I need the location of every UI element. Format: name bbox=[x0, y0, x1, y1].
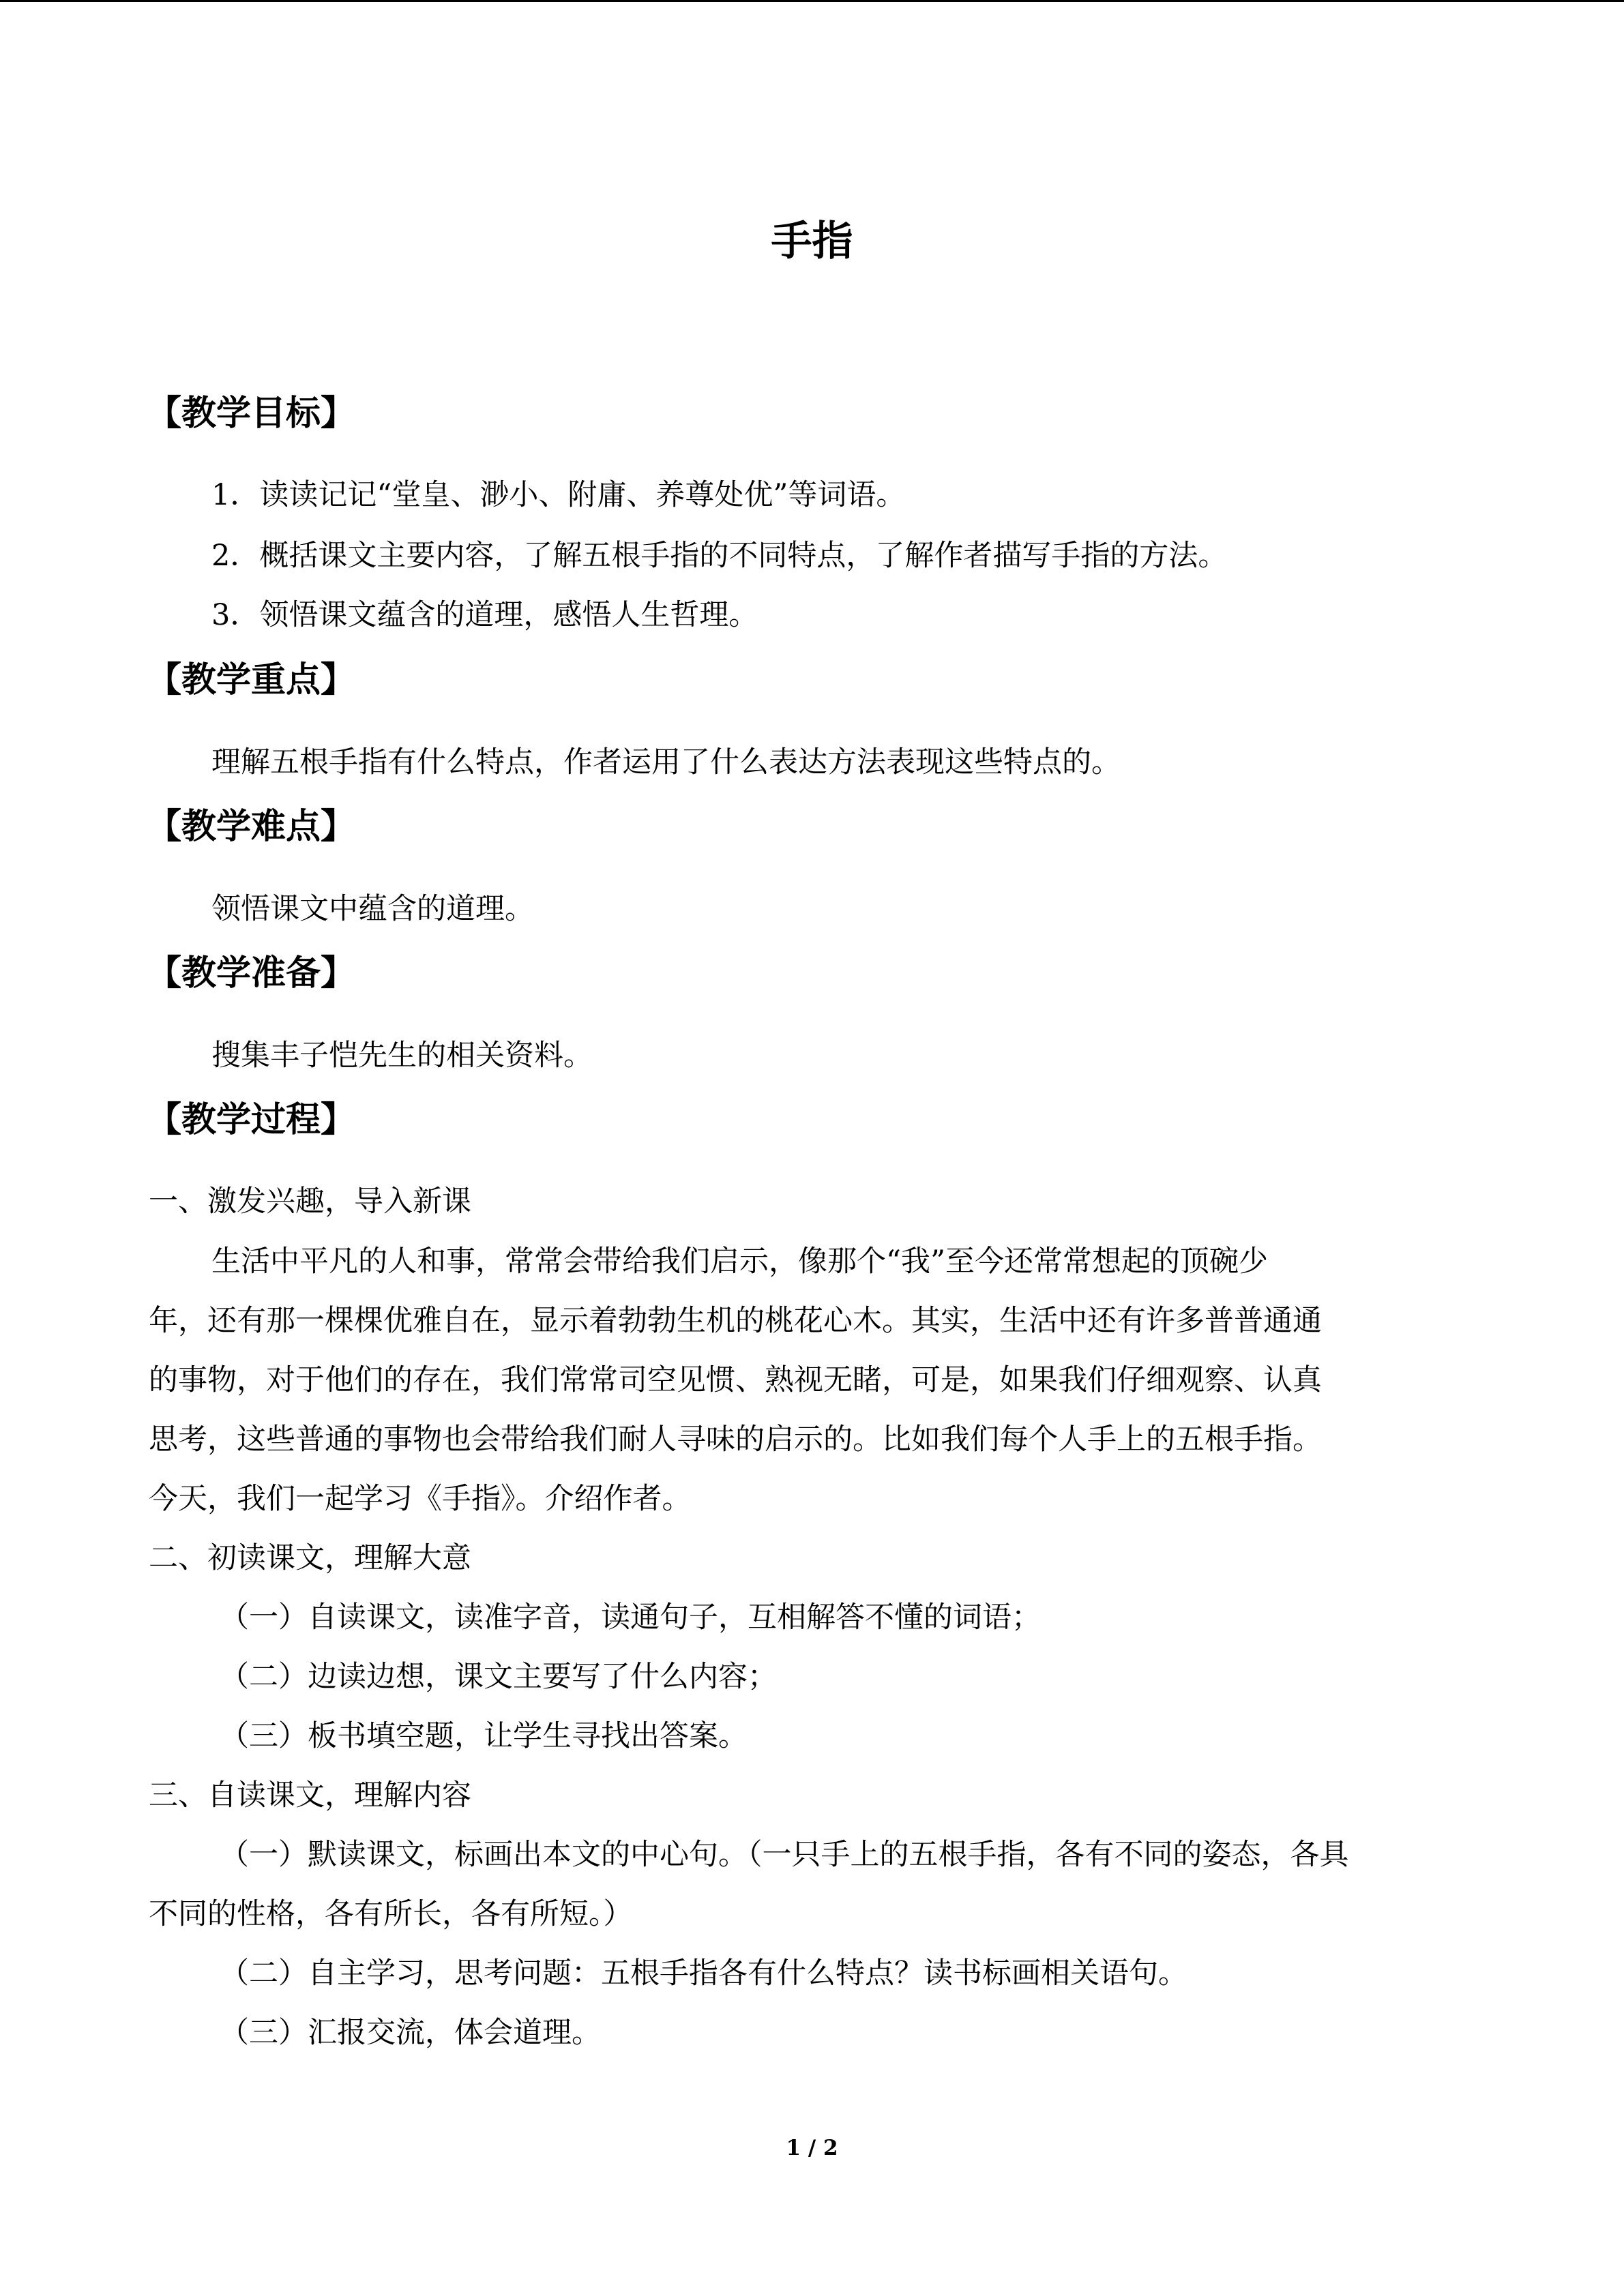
step3-item-2: （二）自主学习，思考问题：五根手指各有什么特点？读书标画相关语句。 bbox=[220, 1956, 1187, 1991]
page-title: 手指 bbox=[771, 218, 853, 265]
step1-para-line: 的事物，对于他们的存在，我们常常司空见惯、熟视无睹，可是，如果我们仔细观察、认真 bbox=[149, 1363, 1322, 1397]
step1-para-line: 生活中平凡的人和事，常常会带给我们启示，像那个“我”至今还常常想起的顶碗少 bbox=[211, 1244, 1268, 1279]
objective-item-2: 2．概括课文主要内容，了解五根手指的不同特点，了解作者描写手指的方法。 bbox=[211, 539, 1228, 573]
step3-item-1-line: （一）默读课文，标画出本文的中心句。（一只手上的五根手指，各有不同的姿态，各具 bbox=[220, 1838, 1349, 1872]
step1-para-line: 今天，我们一起学习《手指》。介绍作者。 bbox=[149, 1482, 692, 1516]
step1-title: 一、激发兴趣，导入新课 bbox=[149, 1184, 471, 1219]
step3-item-3: （三）汇报交流，体会道理。 bbox=[220, 2016, 601, 2050]
step2-item-3: （三）板书填空题，让学生寻找出答案。 bbox=[220, 1719, 748, 1753]
objective-item-3: 3．领悟课文蕴含的道理，感悟人生哲理。 bbox=[211, 598, 758, 632]
step2-item-1: （一）自读课文，读准字音，读通句子，互相解答不懂的词语； bbox=[220, 1600, 1041, 1635]
heading-difficulties: 【教学难点】 bbox=[147, 807, 356, 847]
heading-preparation: 【教学准备】 bbox=[147, 953, 356, 994]
heading-objectives: 【教学目标】 bbox=[147, 393, 356, 434]
heading-key-points: 【教学重点】 bbox=[147, 660, 356, 700]
step3-item-1-line: 不同的性格，各有所长，各有所短。） bbox=[149, 1897, 633, 1931]
page-number: 1 / 2 bbox=[786, 2136, 838, 2160]
step2-item-2: （二）边读边想，课文主要写了什么内容； bbox=[220, 1660, 777, 1694]
step3-title: 三、自读课文，理解内容 bbox=[149, 1778, 471, 1813]
step1-para-line: 思考，这些普通的事物也会带给我们耐人寻味的启示的。比如我们每个人手上的五根手指。 bbox=[149, 1422, 1322, 1457]
preparation-text: 搜集丰子恺先生的相关资料。 bbox=[211, 1039, 593, 1073]
heading-process: 【教学过程】 bbox=[147, 1100, 356, 1140]
objective-item-1: 1．读读记记“堂皇、渺小、附庸、养尊处优”等词语。 bbox=[211, 478, 906, 512]
step2-title: 二、初读课文，理解大意 bbox=[149, 1541, 471, 1575]
difficulties-text: 领悟课文中蕴含的道理。 bbox=[211, 892, 534, 926]
step1-para-line: 年，还有那一棵棵优雅自在，显示着勃勃生机的桃花心木。其实，生活中还有许多普普通通 bbox=[149, 1304, 1322, 1338]
top-border-line bbox=[0, 0, 1624, 2]
key-points-text: 理解五根手指有什么特点，作者运用了什么表达方法表现这些特点的。 bbox=[211, 745, 1121, 779]
